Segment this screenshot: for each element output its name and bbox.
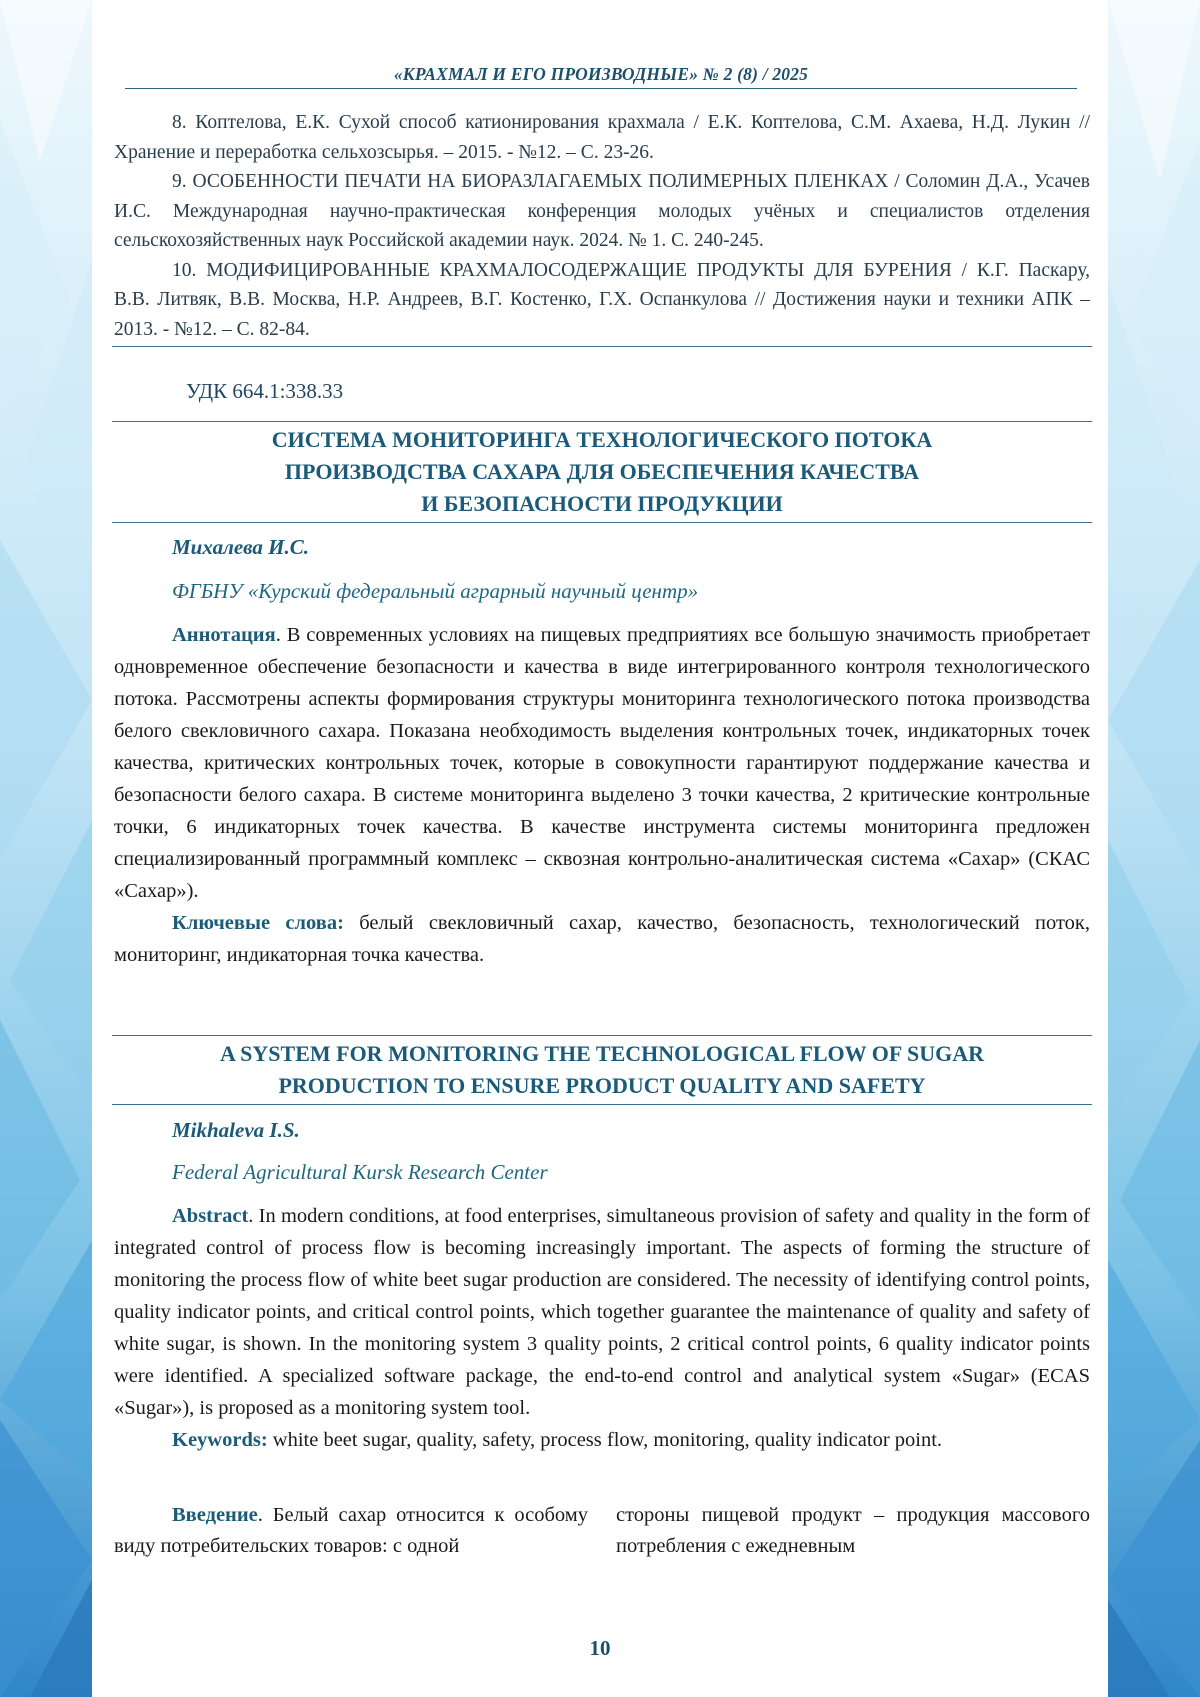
- en-title-bottom-rule: [112, 1104, 1092, 1105]
- en-keywords-label: Keywords:: [172, 1429, 268, 1451]
- en-keywords-text: white beet sugar, quality, safety, process flow, monitoring, quality indicator point.: [268, 1429, 942, 1451]
- reference-list: [114, 108, 1090, 344]
- en-article-title: [112, 1038, 1092, 1102]
- right-decorative-panel: [1108, 0, 1200, 1697]
- reference-item: 9. ОСОБЕННОСТИ ПЕЧАТИ НА БИОРАЗЛАГАЕМЫХ ПОЛИМЕРНЫХ ПЛЕНКАХ / Соломин Д.А., Усачев И.С. Международная научно-практическая конференция молодых учёных и специалистов отделения сельскохозяйственных наук Российской академии наук. 2024. № 1. С. 240-245.: [114, 167, 1090, 256]
- en-abstract-label: Abstract: [172, 1205, 248, 1227]
- running-header: «КРАХМАЛ И ЕГО ПРОИЗВОДНЫЕ» № 2 (8) / 2025: [125, 64, 1077, 89]
- ru-keywords-text: белый свекловичный сахар, качество, безопасность, технологический поток, мониторинг, индикаторная точка качества.: [114, 912, 1090, 966]
- en-author: Mikhaleva I.S.: [172, 1118, 300, 1143]
- intro-two-column: [114, 1500, 1090, 1562]
- ru-abstract-text: . В современных условиях на пищевых предприятиях все большую значимость приобретает одновременное обеспечение безопасности и качества в виде интегрированного контроля технологического потока. Рассмотрены аспекты формирования структуры мониторинга технологического потока производства белого свекловичного сахара. Показана необходимость выделения контрольных точек, индикаторных точек качества, критических контрольных точек, которые в совокупности гарантируют поддержание качества и безопасности белого сахара. В системе мониторинга выделено 3 точки качества, 2 критические контрольные точки, 6 индикаторных точек качества. В качестве инструмента системы мониторинга предложен специализированный программный комплекс – сквозная контрольно-аналитическая система «Сахар» (СКАС «Сахар»).: [114, 624, 1090, 902]
- intro-paragraph: [114, 1500, 588, 1562]
- ru-title-line: ПРОИЗВОДСТВА САХАРА ДЛЯ ОБЕСПЕЧЕНИЯ КАЧЕСТВА: [112, 456, 1092, 488]
- intro-label: Введение: [172, 1504, 258, 1526]
- page-number: 10: [92, 1636, 1108, 1661]
- left-polygon-pattern: [0, 0, 92, 1697]
- ru-article-title: [112, 424, 1092, 520]
- ru-abstract: [114, 619, 1090, 907]
- reference-item: 8. Коптелова, Е.К. Сухой способ катионирования крахмала / Е.К. Коптелова, С.М. Ахаева, Н.Д. Лукин // Хранение и переработка сельхозсырья. – 2015. - №12. – С. 23-26.: [114, 108, 1090, 167]
- en-abstract-text: . In modern conditions, at food enterprises, simultaneous provision of safety and quality in the form of integrated control of process flow is becoming increasingly important. The aspects of forming the structure of monitoring the process flow of white beet sugar production are considered. The necessity of identifying control points, quality indicator points, and critical control points, which together guarantee the maintenance of quality and safety of white sugar, is shown. In the monitoring system 3 quality points, 2 critical control points, 6 quality indicator points were identified. A specialized software package, the end-to-end control and analytical system «Sugar» (ECAS «Sugar»), is proposed as a monitoring system tool.: [114, 1205, 1090, 1419]
- en-abstract: [114, 1200, 1090, 1424]
- ru-title-bottom-rule: [112, 522, 1092, 523]
- right-polygon-pattern: [1108, 0, 1200, 1697]
- en-keywords: [114, 1424, 1090, 1456]
- en-abstract-block: [114, 1200, 1090, 1456]
- en-title-top-rule: [112, 1035, 1092, 1036]
- ru-author: Михалева И.С.: [172, 535, 309, 560]
- intro-column-left: [114, 1500, 588, 1562]
- intro-column-right: [616, 1500, 1090, 1562]
- ru-title-line: СИСТЕМА МОНИТОРИНГА ТЕХНОЛОГИЧЕСКОГО ПОТОКА: [112, 424, 1092, 456]
- en-affiliation: Federal Agricultural Kursk Research Center: [172, 1160, 548, 1185]
- ru-title-top-rule: [112, 421, 1092, 422]
- references-divider: [112, 346, 1092, 347]
- en-title-line: PRODUCTION TO ENSURE PRODUCT QUALITY AND SAFETY: [112, 1070, 1092, 1102]
- en-title-line: A SYSTEM FOR MONITORING THE TECHNOLOGICAL FLOW OF SUGAR: [112, 1038, 1092, 1070]
- ru-abstract-block: [114, 619, 1090, 971]
- intro-col1-text: . Белый сахар относится к особому виду потребительских товаров: с одной: [114, 1504, 588, 1557]
- ru-abstract-label: Аннотация: [172, 624, 276, 646]
- ru-affiliation: ФГБНУ «Курский федеральный аграрный научный центр»: [172, 579, 698, 604]
- ru-title-line: И БЕЗОПАСНОСТИ ПРОДУКЦИИ: [112, 488, 1092, 520]
- reference-item: 10. МОДИФИЦИРОВАННЫЕ КРАХМАЛОСОДЕРЖАЩИЕ ПРОДУКТЫ ДЛЯ БУРЕНИЯ / К.Г. Паскару, В.В. Литвяк, В.В. Москва, Н.Р. Андреев, В.Г. Костенко, Г.Х. Оспанкулова // Достижения науки и техники АПК – 2013. - №12. – С. 82-84.: [114, 256, 1090, 345]
- ru-keywords: [114, 907, 1090, 971]
- udk-code: УДК 664.1:338.33: [186, 379, 343, 404]
- intro-col2-text: стороны пищевой продукт – продукция массового потребления с ежедневным: [616, 1500, 1090, 1562]
- journal-page: [92, 0, 1108, 1697]
- ru-keywords-label: Ключевые слова:: [172, 912, 344, 934]
- left-decorative-panel: [0, 0, 92, 1697]
